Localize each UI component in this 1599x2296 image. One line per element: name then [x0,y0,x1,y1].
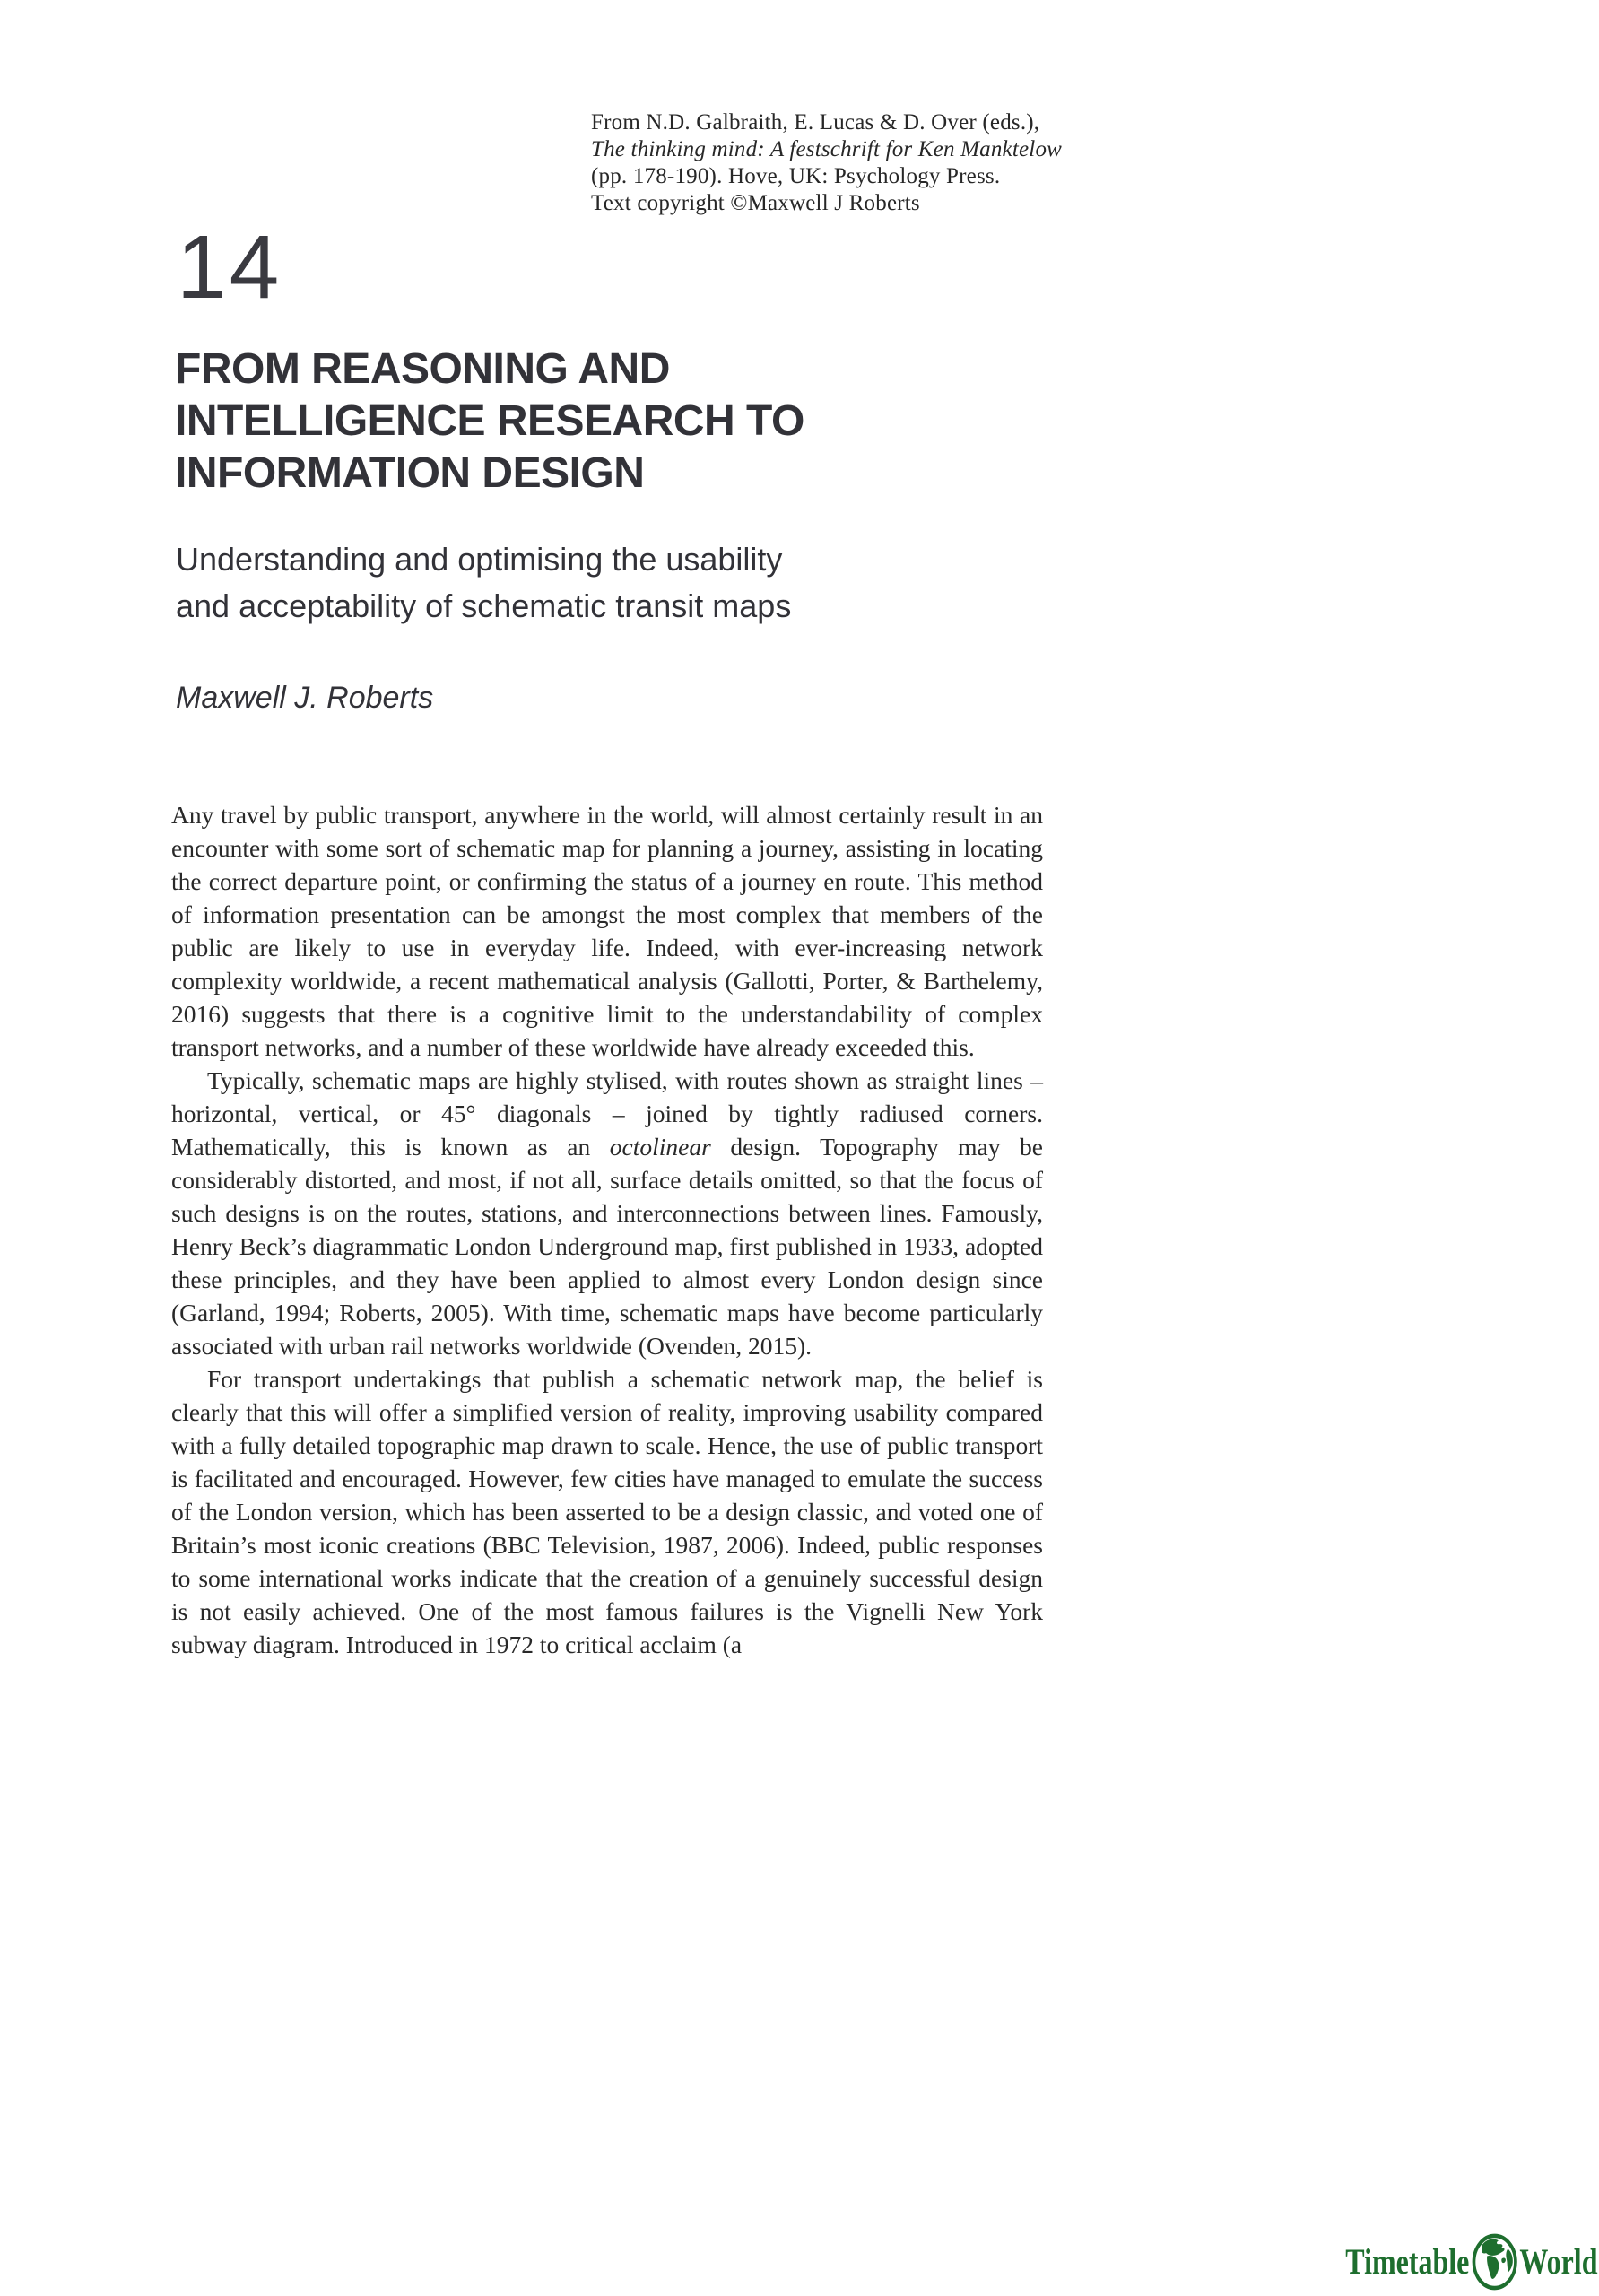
author-name: Maxwell J. Roberts [176,681,434,715]
citation-line: Text copyright ©Maxwell J Roberts [591,191,920,215]
chapter-subtitle-line: Understanding and optimising the usability [176,541,783,578]
chapter-title-line: INTELLIGENCE RESEARCH TO [175,397,804,445]
chapter-title-line: INFORMATION DESIGN [175,449,645,497]
citation-line: From N.D. Galbraith, E. Lucas & D. Over (eds.), [591,110,1040,135]
text-run: Typically, schematic maps are highly stylised, with routes shown as straight lines – horizontal, vertical, or 45° diagonals – joined by tightly radiused corners. Mathematically, this is known as an [171,1066,1043,1161]
source-citation [591,109,1062,217]
chapter-number: 14 [177,217,282,317]
paragraph [171,798,1043,1064]
logo-word-timetable: Timetable [1344,2241,1469,2282]
text-run: design. Topography may be considerably distorted, and most, if not all, surface details omitted, so that the focus of such designs is on the routes, stations, and interconnections between lines. Famously, Henry Beck’s diagrammatic London Underground map, first published in 1933, adopted these principles, and they have been applied to almost every London design since (Garland, 1994; Roberts, 2005). With time, schematic maps have become particularly associated with urban rail networks worldwide (Ovenden, 2015). [171,1133,1043,1360]
timetable-world-logo [1345,2232,1597,2292]
paragraph [171,1064,1043,1362]
paragraph [171,1362,1043,1661]
citation-book-title: The thinking mind: A festschrift for Ken Manktelow [591,137,1063,161]
italic-term: octolinear [609,1133,711,1161]
text-run: Any travel by public transport, anywhere in the world, will almost certainly result in an encounter with some sort of schematic map for planning a journey, assisting in locating the correct departure point, or confirming the status of a journey en route. This method of information presentation can be amongst the most complex that members of the public are likely to use in everyday life. Indeed, with ever-increasing network complexity worldwide, a recent mathematical analysis (Gallotti, Porter, & Barthelemy, 2016) suggests that there is a cognitive limit to the understandability of complex transport networks, and a number of these worldwide have already exceeded this. [171,801,1043,1061]
citation-line: (pp. 178-190). Hove, UK: Psychology Press. [591,164,1001,188]
chapter-subtitle [176,536,791,630]
chapter-subtitle-line: and acceptability of schematic transit maps [176,587,792,624]
chapter-title [175,344,804,500]
globe-icon [1470,2232,1517,2292]
text-run: For transport undertakings that publish a schematic network map, the belief is clearly that this will offer a simplified version of reality, improving usability compared with a fully detailed topographic map drawn to scale. Hence, the use of public transport is facilitated and encouraged. However, few cities have managed to emulate the success of the London version, which has been asserted to be a design classic, and voted one of Britain’s most iconic creations (BBC Television, 1987, 2006). Indeed, public responses to some international works indicate that the creation of a genuinely successful design is not easily achieved. One of the most famous failures is the Vignelli New York subway diagram. Introduced in 1972 to critical acclaim (a [171,1365,1043,1658]
logo-word-world: World [1518,2241,1597,2282]
chapter-title-line: FROM REASONING AND [175,345,670,393]
body-text [171,798,1043,1661]
